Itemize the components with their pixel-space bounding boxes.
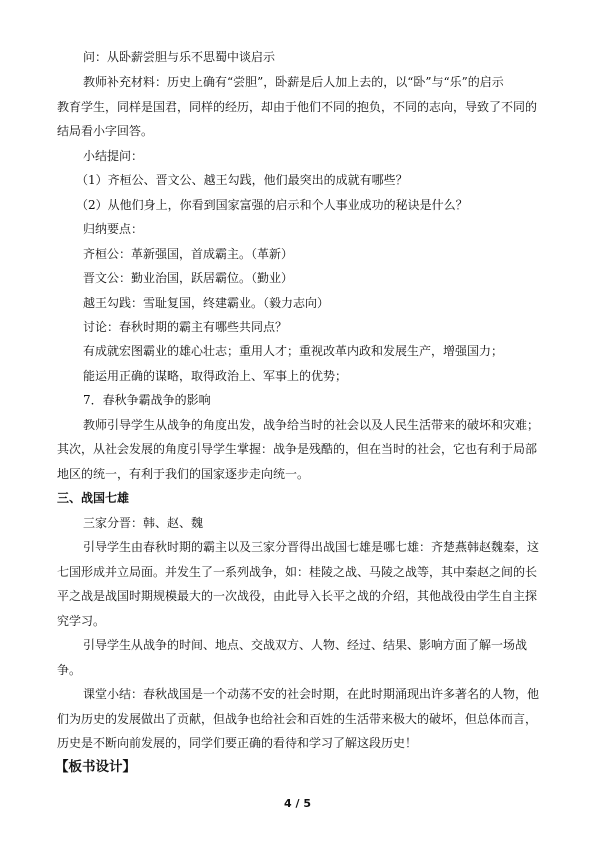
paragraph-line: 教师补充材料：历史上确有“尝胆”，卧薪是后人加上去的，以“卧”与“乐”的启示 [83,75,504,89]
paragraph-line: 究学习。 [57,614,106,628]
paragraph-line: 地区的统一，有利于我们的国家逐步走向统一。 [57,467,310,481]
key-points-label: 归纳要点： [83,222,144,236]
paragraph-line: 结局看小字回答。 [57,124,154,138]
paragraph-line: 争。 [57,663,82,677]
question-line: 问：从卧薪尝胆与乐不思蜀中谈启示 [83,50,276,64]
key-point-yue: 越王勾践：雪耻复国，终建霸业。（毅力志向） [83,296,330,310]
paragraph-line: 平之战是战国时期规模最大的一次战役，由此导入长平之战的介绍，其他战役由学生自主探 [57,589,538,603]
paragraph-line: 教师引导学生从战争的角度出发，战争给当时的社会以及人民生活带来的破坏和灾难； [83,418,540,432]
paragraph-line: 们为历史的发展做出了贡献，但战争也给社会和百姓的生活带来极大的破坏，但总体而言， [57,712,538,726]
paragraph-line: 引导学生由春秋时期的霸主以及三家分晋得出战国七雄是哪七雄：齐楚燕韩赵魏秦，这 [83,540,540,554]
three-families-line: 三家分晋：韩、赵、魏 [83,516,204,530]
subheading-influence: 7．春秋争霸战争的影响 [83,393,211,407]
paragraph-line: 能运用正确的谋略，取得政治上、军事上的优势； [83,369,348,383]
paragraph-line: 七国形成并立局面。并发生了一系列战争，如：桂陵之战、马陵之战等，其中秦赵之间的长 [57,565,538,579]
summary-question-label: 小结提问： [83,149,144,163]
paragraph-line: 有成就宏图霸业的雄心壮志；重用人才；重视改革内政和发展生产，增强国力； [83,344,504,358]
board-design-heading: 【板书设计】 [55,759,136,775]
section-heading: 三、战国七雄 [57,491,130,505]
paragraph-line: 其次，从社会发展的角度引导学生掌握：战争是残酷的，但在当时的社会，它也有利于局部 [57,442,538,456]
summary-question-2: （2）从他们身上，你看到国家富强的启示和个人事业成功的秘诀是什么？ [76,198,468,212]
summary-question-1: （1）齐桓公、晋文公、越王勾践，他们最突出的成就有哪些？ [76,173,408,187]
paragraph-line: 引导学生从战争的时间、地点、交战双方、人物、经过、结果、影响方面了解一场战 [83,638,528,652]
discussion-line: 讨论：春秋时期的霸主有哪些共同点？ [83,320,288,334]
paragraph-line: 教育学生，同样是国君，同样的经历，却由于他们不同的抱负，不同的志向，导致了不同的 [57,100,538,114]
key-point-jin: 晋文公：勤业治国，跃居霸位。（勤业） [83,271,294,285]
class-summary-line: 课堂小结：春秋战国是一个动荡不安的社会时期，在此时期涌现出许多著名的人物，他 [83,687,540,701]
key-point-qi: 齐桓公：革新强国，首成霸主。（革新） [83,247,294,261]
paragraph-line: 历史是不断向前发展的，同学们要正确的看待和学习了解这段历史！ [57,736,418,750]
page-number: 4 / 5 [284,797,311,810]
